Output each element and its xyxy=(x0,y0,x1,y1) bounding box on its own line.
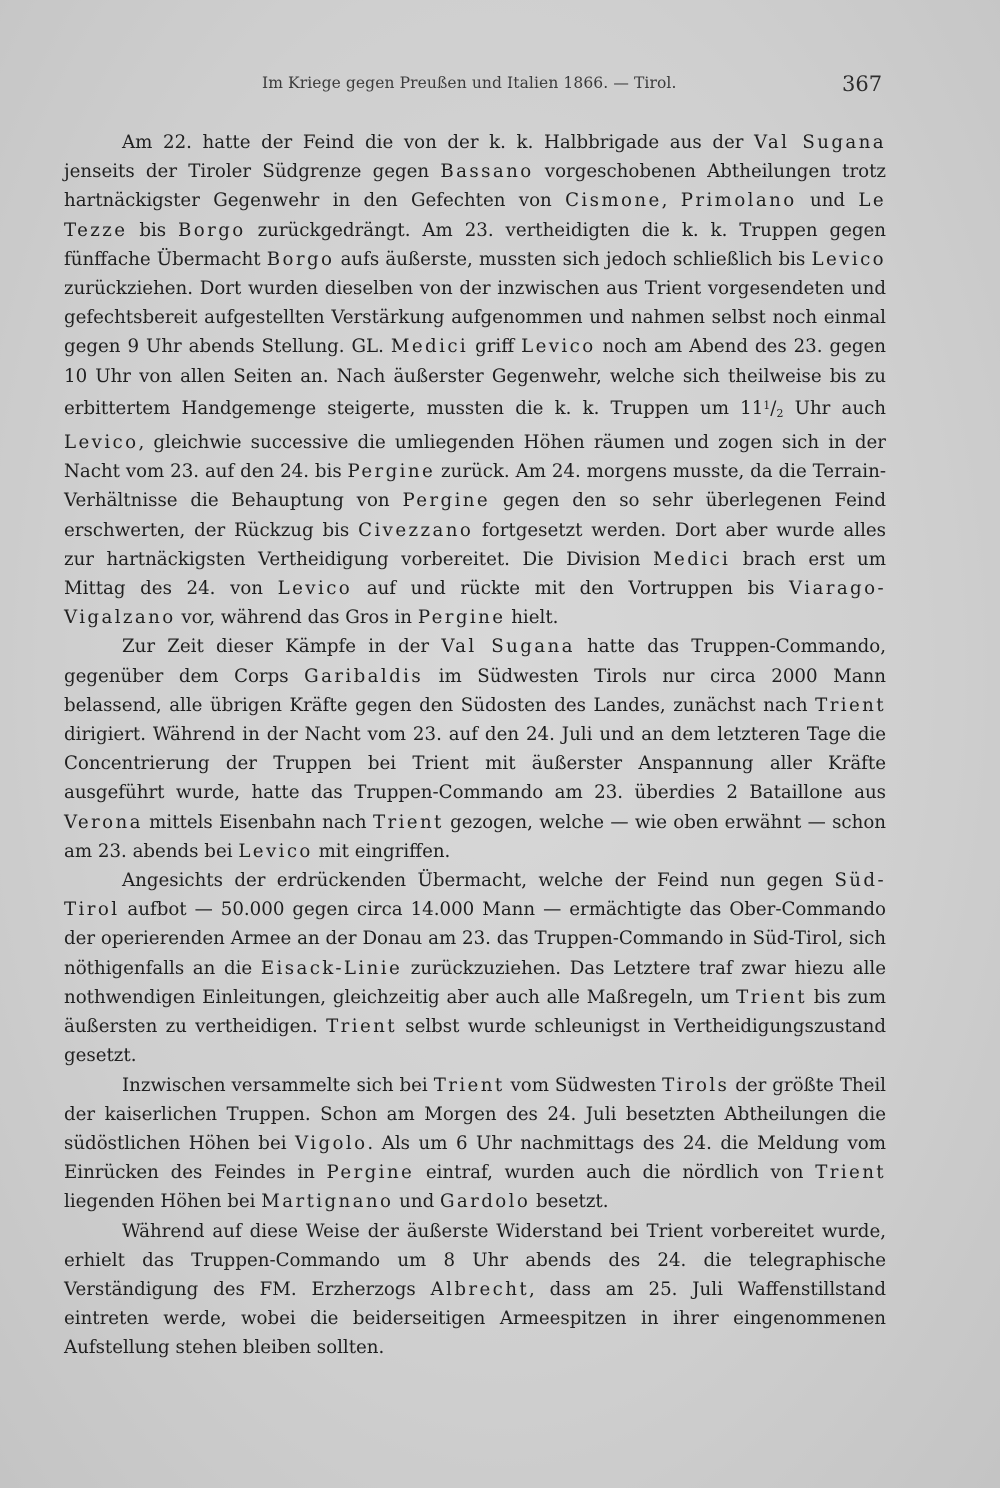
body-text xyxy=(64,128,886,1363)
place-name: Medici xyxy=(653,548,731,570)
text-run: aufbot — 50.000 gegen circa 14.000 Mann — ermächtigte das Ober-Commando der operierenden Armee an der Donau am 23. das Truppen-Commando in Süd-Tirol, sich nöthigenfalls an die xyxy=(64,899,886,979)
place-name: Civezzano xyxy=(358,519,474,541)
place-name: Levico xyxy=(238,840,313,862)
place-name: Trient xyxy=(326,1016,397,1038)
place-name: Cismone xyxy=(565,190,662,212)
text-run: hatte das Truppen-Commando, gegenüber dem Corps xyxy=(64,636,887,687)
paragraph-2 xyxy=(64,632,886,866)
text-run: brach erst um Mittag des 24. von xyxy=(64,548,886,600)
text-run: Uhr auch xyxy=(783,397,886,419)
place-name: Levico xyxy=(277,578,353,600)
text-run: im Südwesten Tirols nur circa 2000 Mann belassend, alle übrigen Kräfte gegen den Südosten des Landes, zunächst nach xyxy=(64,665,886,716)
text-run: jenseits der Tiroler Südgrenze gegen xyxy=(64,161,441,183)
place-name: Vigolo xyxy=(295,1132,368,1154)
place-name: Levico xyxy=(521,336,596,358)
text-run: , gleichwie successive die umliegenden Höhen räumen und zogen sich in der Nacht vom 23. auf den 24. bis xyxy=(64,432,886,483)
place-name: Tirols xyxy=(662,1074,730,1096)
text-run: liegenden Höhen bei xyxy=(64,1191,262,1213)
text-run: dirigiert. Während in der Nacht vom 23. auf den 24. Juli und an dem letzteren Tage die Concentrierung der Truppen bei Trient mit äußerster Anspannung aller Kräfte ausgeführt wurde, hatte das Truppen-Commando am 23. überdies 2 Bataillone aus xyxy=(64,724,886,804)
place-name: Pergine xyxy=(326,1162,415,1184)
paragraph-4 xyxy=(64,1071,886,1217)
text-run: eintraf, wurden auch die nördlich von xyxy=(414,1162,816,1184)
text-run: bis zum äußersten zu vertheidigen. xyxy=(64,986,886,1038)
paragraph-1 xyxy=(64,128,886,632)
paragraph-5 xyxy=(64,1217,886,1363)
text-run: Inzwischen versammelte sich bei xyxy=(122,1074,434,1096)
place-name: Levico xyxy=(64,432,139,454)
text-run: Angesichts der erdrückenden Übermacht, welche der Feind nun gegen xyxy=(122,870,835,892)
text-run: und xyxy=(796,190,859,212)
paragraph-3 xyxy=(64,866,886,1070)
text-run: Während auf diese Weise der äußerste Widerstand bei Trient vorbereitet wurde, erhielt das Truppen-Commando um 8 Uhr abends des 24. die telegraphische Verständigung des FM. Erzherzogs xyxy=(64,1220,886,1300)
text-run: noch am Abend des 23. gegen 10 Uhr von allen Seiten an. Nach äußerster Gegenwehr, welche sich theilweise bis zu erbittertem Handgemenge steigerte, mussten die k. k. Truppen um 11 xyxy=(64,336,887,419)
text-run: griff xyxy=(468,336,522,358)
place-name: Viarago-Vigalzano xyxy=(64,578,886,629)
place-name: Medici xyxy=(390,336,469,358)
place-name: Trient xyxy=(433,1074,505,1096)
text-run: Am 22. hatte der Feind die von der k. k. Halbbrigade aus der xyxy=(122,132,755,153)
place-name: Garibaldis xyxy=(304,665,424,687)
place-name: Martignano xyxy=(261,1191,394,1213)
place-name: Trient xyxy=(372,811,444,833)
place-name: Albrecht xyxy=(430,1278,530,1300)
fraction-numerator: 1 xyxy=(763,398,771,412)
text-run: zurückzuziehen. Das Letztere traf zwar hiezu alle nothwendigen Einleitungen, gleichzeitig aber auch alle Maßregeln, um xyxy=(64,957,886,1008)
running-head xyxy=(0,74,1000,102)
place-name: Süd-Tirol xyxy=(64,870,886,921)
text-run: und xyxy=(393,1191,440,1213)
running-title: Im Kriege gegen Preußen und Italien 1866. — Tirol. xyxy=(262,74,677,92)
place-name: Bassano xyxy=(440,161,534,183)
text-run: auf und rückte mit den Vortruppen bis xyxy=(352,578,790,600)
text-run: bis xyxy=(127,219,179,241)
text-run: mittels Eisenbahn nach xyxy=(142,811,373,833)
place-name: Trient xyxy=(815,694,886,716)
text-run: zurück. Am 24. morgens musste, da die Terrain-Verhältnisse die Behauptung von xyxy=(64,461,886,512)
text-run: vorgeschobenen Abtheilungen trotz hartnäckigster Gegenwehr in den Gefechten von xyxy=(64,161,886,212)
place-name: Eisack-Linie xyxy=(260,957,403,979)
place-name: Trient xyxy=(815,1162,887,1184)
text-run: der größte Theil der kaiserlichen Truppen. Schon am Morgen des 24. Juli besetzten Abtheilungen die südöstlichen Höhen bei xyxy=(64,1074,886,1154)
text-run: besetzt. xyxy=(530,1191,609,1213)
text-run: gezogen, welche — wie oben erwähnt — schon am 23. abends bei xyxy=(64,811,886,862)
place-name: Levico xyxy=(811,248,886,270)
page-number: 367 xyxy=(842,72,883,96)
place-name: Le Tezze xyxy=(64,190,886,241)
text-run: , dass am 25. Juli Waffenstillstand eintreten werde, wobei die beiderseitigen Armeespitzen in ihrer eingenommenen Aufstellung stehen bleiben sollten. xyxy=(64,1278,886,1359)
place-name: Val Sugana xyxy=(441,636,575,658)
text-run: gegen den so sehr überlegenen Feind erschwerten, der Rückzug bis xyxy=(64,490,887,541)
text-run: hielt. xyxy=(505,607,559,629)
place-name: Gardolo xyxy=(440,1191,531,1213)
text-run: vor, während das Gros in xyxy=(175,607,418,629)
fraction-denominator: 2 xyxy=(776,406,784,420)
place-name: Borgo xyxy=(266,248,335,270)
place-name: Pergine xyxy=(402,490,491,512)
place-name: Trient xyxy=(736,986,807,1008)
text-run: aufs äußerste, mussten sich jedoch schließlich bis xyxy=(334,248,812,270)
place-name: Primolano xyxy=(680,190,797,212)
text-run: vom Südwesten xyxy=(504,1074,663,1096)
text-run: mit eingriffen. xyxy=(312,840,451,862)
text-run: . Als um 6 Uhr nachmittags des 24. die Meldung vom Einrücken des Feindes in xyxy=(64,1132,887,1184)
text-run: zurückziehen. Dort wurden dieselben von der inzwischen aus Trient vorgesendeten und gefechtsbereit aufgestellten Verstärkung aufgenommen und nahmen selbst noch einmal gegen 9 Uhr abends Stellung. GL. xyxy=(64,278,886,358)
text-run: selbst wurde schleunigst in Vertheidigungszustand gesetzt. xyxy=(64,1016,886,1067)
text-run: Zur Zeit dieser Kämpfe in der xyxy=(122,636,442,658)
place-name: Verona xyxy=(64,811,143,833)
place-name: Pergine xyxy=(417,607,506,629)
place-name: Val Sugana xyxy=(754,132,887,153)
place-name: Pergine xyxy=(347,461,436,483)
text-run: / xyxy=(770,397,777,419)
text-run: , xyxy=(661,190,681,212)
text-run: fortgesetzt werden. Dort aber wurde alles zur hartnäckigsten Vertheidigung vorbereitet. Die Division xyxy=(64,519,886,570)
text-run: zurückgedrängt. Am 23. vertheidigten die k. k. Truppen gegen fünffache Übermacht xyxy=(64,219,886,270)
place-name: Borgo xyxy=(178,219,246,241)
